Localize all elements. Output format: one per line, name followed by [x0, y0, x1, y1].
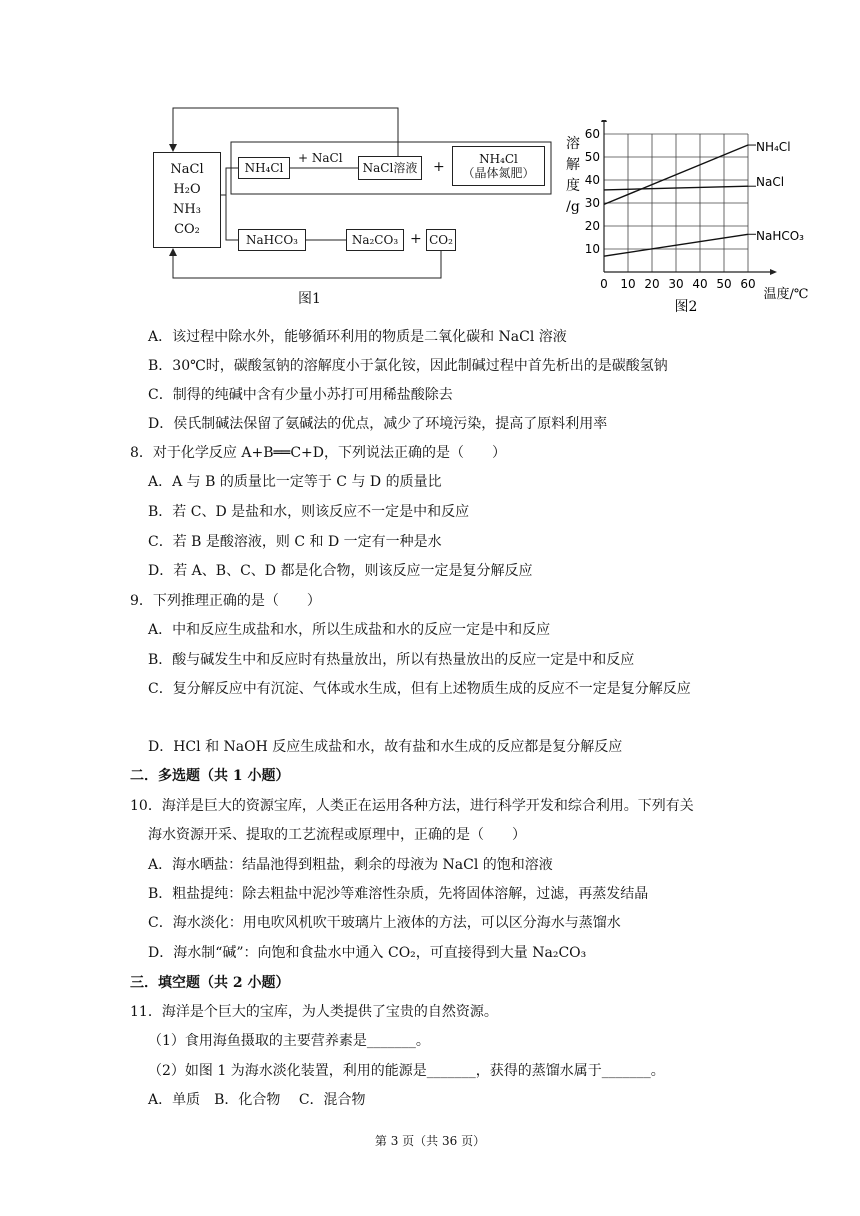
q9-option-b: B．酸与碱发生中和反应时有热量放出，所以有热量放出的反应一定是中和反应 — [148, 652, 635, 668]
co2-box: CO₂ — [426, 229, 456, 251]
series-label: NH₄Cl — [756, 140, 791, 154]
q10-option-b: B．粗盐提纯：除去粗盐中泥沙等难溶性杂质，先将固体溶解，过滤，再蒸发结晶 — [148, 886, 649, 902]
reactant-nh3: NH₃ — [173, 202, 201, 217]
q11-choices: A．单质 B．化合物 C．混合物 — [148, 1092, 366, 1108]
x-axis-arrow — [770, 269, 777, 275]
nh4cl-box: NH₄Cl — [238, 157, 290, 179]
q10-option-d: D．海水制“碱”：向饱和食盐水中通入 CO₂，可直接得到大量 Na₂CO₃ — [148, 945, 587, 961]
series-label: NaHCO₃ — [756, 229, 804, 243]
section-3-heading: 三．填空题（共 2 小题） — [130, 975, 290, 991]
x-tick-label: 30 — [668, 277, 684, 291]
q8-stem: 8．对于化学反应 A+B══C+D，下列说法正确的是（ ） — [130, 445, 507, 461]
x-tick-label: 40 — [692, 277, 708, 291]
plus-nacl-label: + NaCl — [298, 151, 343, 165]
q7-option-c: C．制得的纯碱中含有少量小苏打可用稀盐酸除去 — [148, 387, 453, 403]
q10-stem-line1: 10．海洋是巨大的资源宝库，人类正在运用各种方法，进行科学开发和综合利用。下列有关 — [130, 798, 694, 814]
na2co3-box: Na₂CO₃ — [346, 229, 404, 251]
reactant-h2o: H₂O — [173, 182, 201, 197]
x-axis-label: 温度/℃ — [763, 287, 809, 302]
x-tick-label: 20 — [644, 277, 660, 291]
q9-option-d: D．HCl 和 NaOH 反应生成盐和水，故有盐和水生成的反应都是复分解反应 — [148, 739, 623, 755]
y-axis-label-char: 度 — [566, 178, 580, 194]
page-footer: 第 3 页（共 36 页） — [374, 1134, 486, 1148]
q7-option-a: A．该过程中除水外，能够循环利用的物质是二氧化碳和 NaCl 溶液 — [148, 329, 567, 345]
solubility-chart-fig2 — [560, 120, 860, 320]
q9-option-c: C．复分解反应中有沉淀、气体或水生成，但有上述物质生成的反应不一定是复分解反应 — [148, 681, 691, 697]
series-label: NaCl — [756, 175, 785, 189]
ammonium-fertilizer-box — [452, 146, 545, 186]
q10-option-a: A．海水晒盐：结晶池得到粗盐，剩余的母液为 NaCl 的饱和溶液 — [148, 857, 553, 873]
q11-sub2: （2）如图 1 为海水淡化装置，利用的能源是_______，获得的蒸馏水属于_______。 — [148, 1063, 665, 1079]
plus-sign-bottom: + — [410, 231, 422, 247]
flow-diagram-fig1 — [148, 100, 558, 315]
x-tick-label: 0 — [600, 277, 608, 291]
y-tick-label: 10 — [584, 242, 600, 256]
nacl-solution-box: NaCl溶液 — [358, 156, 422, 180]
q11-sub1: （1）食用海鱼摄取的主要营养素是_______。 — [148, 1033, 430, 1049]
fig1-caption: 图1 — [298, 291, 321, 307]
y-tick-label: 60 — [584, 127, 600, 141]
y-axis-label-char: /g — [566, 199, 580, 215]
q9-stem: 9．下列推理正确的是（ ） — [130, 593, 321, 609]
y-axis-arrow — [601, 120, 607, 122]
x-tick-label: 60 — [740, 277, 756, 291]
nahco3-box: NaHCO₃ — [238, 229, 306, 251]
x-tick-label: 50 — [716, 277, 732, 291]
fertilizer-formula: NH₄Cl — [479, 152, 518, 166]
q10-option-c: C．海水淡化：用电吹风机吹干玻璃片上液体的方法，可以区分海水与蒸馏水 — [148, 915, 621, 931]
y-axis-label-char: 溶 — [566, 136, 580, 152]
reactants-box — [153, 152, 221, 248]
x-tick-label: 10 — [620, 277, 636, 291]
reactant-nacl: NaCl — [170, 162, 204, 177]
reactant-co2: CO₂ — [174, 222, 200, 237]
q7-option-b: B．30℃时，碳酸氢钠的溶解度小于氯化铵，因此制碱过程中首先析出的是碳酸氢钠 — [148, 358, 668, 374]
q8-option-d: D．若 A、B、C、D 都是化合物，则该反应一定是复分解反应 — [148, 563, 533, 579]
y-axis-label-char: 解 — [566, 157, 580, 173]
q9-option-a: A．中和反应生成盐和水，所以生成盐和水的反应一定是中和反应 — [148, 622, 551, 638]
q8-option-b: B．若 C、D 是盐和水，则该反应不一定是中和反应 — [148, 504, 470, 520]
y-tick-label: 20 — [584, 219, 600, 233]
y-tick-label: 50 — [584, 150, 600, 164]
q11-stem: 11．海洋是个巨大的宝库，为人类提供了宝贵的自然资源。 — [130, 1004, 498, 1020]
q8-option-c: C．若 B 是酸溶液，则 C 和 D 一定有一种是水 — [148, 534, 442, 550]
fertilizer-label: （晶体氮肥） — [462, 166, 535, 180]
plus-sign-top: + — [433, 159, 445, 175]
q10-stem-line2: 海水资源开采、提取的工艺流程或原理中，正确的是（ ） — [148, 827, 526, 843]
q7-option-d: D．侯氏制碱法保留了氨碱法的优点，减少了环境污染，提高了原料利用率 — [148, 416, 608, 432]
fig2-caption: 图2 — [674, 299, 698, 315]
y-tick-label: 40 — [584, 173, 600, 187]
q8-option-a: A．A 与 B 的质量比一定等于 C 与 D 的质量比 — [148, 474, 442, 490]
y-tick-label: 30 — [584, 196, 600, 210]
section-2-heading: 二．多选题（共 1 小题） — [130, 768, 290, 784]
solubility-chart — [560, 120, 860, 320]
